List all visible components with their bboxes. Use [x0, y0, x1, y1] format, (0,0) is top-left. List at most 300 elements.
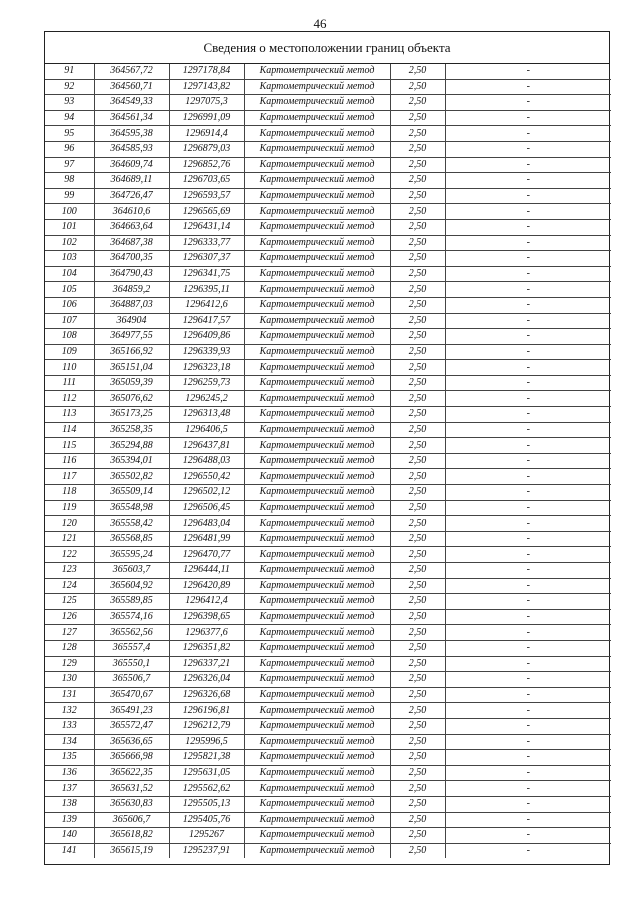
method-cell: Картометрический метод	[244, 594, 390, 610]
point-number-cell: 114	[45, 422, 94, 438]
point-number-cell: 95	[45, 126, 94, 142]
method-cell: Картометрический метод	[244, 251, 390, 267]
point-number-cell: 122	[45, 547, 94, 563]
method-cell: Картометрический метод	[244, 640, 390, 656]
point-number-cell: 115	[45, 438, 94, 454]
accuracy-cell: 2,50	[390, 110, 445, 126]
table-row	[45, 173, 611, 189]
description-cell: -	[445, 765, 611, 781]
y-coordinate-cell: 1296593,57	[169, 188, 244, 204]
point-number-cell: 126	[45, 609, 94, 625]
x-coordinate-cell: 365606,7	[94, 812, 169, 828]
table-row	[45, 297, 611, 313]
accuracy-cell: 2,50	[390, 422, 445, 438]
description-cell: -	[445, 828, 611, 844]
accuracy-cell: 2,50	[390, 672, 445, 688]
table-body	[45, 64, 611, 858]
point-number-cell: 118	[45, 485, 94, 501]
accuracy-cell: 2,50	[390, 453, 445, 469]
accuracy-cell: 2,50	[390, 594, 445, 610]
accuracy-cell: 2,50	[390, 703, 445, 719]
table-row	[45, 453, 611, 469]
description-cell: -	[445, 297, 611, 313]
accuracy-cell: 2,50	[390, 578, 445, 594]
accuracy-cell: 2,50	[390, 750, 445, 766]
table-row	[45, 251, 611, 267]
accuracy-cell: 2,50	[390, 609, 445, 625]
point-number-cell: 116	[45, 453, 94, 469]
accuracy-cell: 2,50	[390, 204, 445, 220]
point-number-cell: 97	[45, 157, 94, 173]
table-row	[45, 64, 611, 79]
y-coordinate-cell: 1296259,73	[169, 375, 244, 391]
method-cell: Картометрический метод	[244, 843, 390, 858]
y-coordinate-cell: 1296506,45	[169, 500, 244, 516]
y-coordinate-cell: 1297178,84	[169, 64, 244, 79]
description-cell: -	[445, 594, 611, 610]
point-number-cell: 112	[45, 391, 94, 407]
accuracy-cell: 2,50	[390, 391, 445, 407]
method-cell: Картометрический метод	[244, 485, 390, 501]
x-coordinate-cell: 365618,82	[94, 828, 169, 844]
y-coordinate-cell: 1296212,79	[169, 718, 244, 734]
accuracy-cell: 2,50	[390, 375, 445, 391]
description-cell: -	[445, 718, 611, 734]
description-cell: -	[445, 375, 611, 391]
table-row	[45, 235, 611, 251]
boundary-table-frame	[44, 31, 610, 865]
x-coordinate-cell: 365550,1	[94, 656, 169, 672]
x-coordinate-cell: 365394,01	[94, 453, 169, 469]
point-number-cell: 106	[45, 297, 94, 313]
x-coordinate-cell: 364700,35	[94, 251, 169, 267]
method-cell: Картометрический метод	[244, 204, 390, 220]
method-cell: Картометрический метод	[244, 438, 390, 454]
method-cell: Картометрический метод	[244, 750, 390, 766]
x-coordinate-cell: 364560,71	[94, 79, 169, 95]
point-number-cell: 105	[45, 282, 94, 298]
y-coordinate-cell: 1295821,38	[169, 750, 244, 766]
method-cell: Картометрический метод	[244, 531, 390, 547]
point-number-cell: 125	[45, 594, 94, 610]
y-coordinate-cell: 1296377,6	[169, 625, 244, 641]
accuracy-cell: 2,50	[390, 360, 445, 376]
accuracy-cell: 2,50	[390, 516, 445, 532]
description-cell: -	[445, 344, 611, 360]
x-coordinate-cell: 365666,98	[94, 750, 169, 766]
y-coordinate-cell: 1296398,65	[169, 609, 244, 625]
x-coordinate-cell: 365557,4	[94, 640, 169, 656]
table-row	[45, 329, 611, 345]
table-row	[45, 438, 611, 454]
y-coordinate-cell: 1296307,37	[169, 251, 244, 267]
description-cell: -	[445, 329, 611, 345]
table-row	[45, 734, 611, 750]
method-cell: Картометрический метод	[244, 609, 390, 625]
x-coordinate-cell: 365604,92	[94, 578, 169, 594]
table-row	[45, 407, 611, 423]
description-cell: -	[445, 656, 611, 672]
accuracy-cell: 2,50	[390, 718, 445, 734]
description-cell: -	[445, 235, 611, 251]
table-row	[45, 796, 611, 812]
table-row	[45, 219, 611, 235]
description-cell: -	[445, 282, 611, 298]
x-coordinate-cell: 365615,19	[94, 843, 169, 858]
y-coordinate-cell: 1296565,69	[169, 204, 244, 220]
x-coordinate-cell: 364567,72	[94, 64, 169, 79]
table-row	[45, 188, 611, 204]
table-title: Сведения о местоположении границ объекта	[45, 32, 609, 64]
method-cell: Картометрический метод	[244, 64, 390, 79]
accuracy-cell: 2,50	[390, 313, 445, 329]
accuracy-cell: 2,50	[390, 235, 445, 251]
method-cell: Картометрический метод	[244, 563, 390, 579]
point-number-cell: 117	[45, 469, 94, 485]
table-row	[45, 204, 611, 220]
table-row	[45, 141, 611, 157]
point-number-cell: 127	[45, 625, 94, 641]
description-cell: -	[445, 173, 611, 189]
description-cell: -	[445, 469, 611, 485]
x-coordinate-cell: 364663,64	[94, 219, 169, 235]
y-coordinate-cell: 1295562,62	[169, 781, 244, 797]
y-coordinate-cell: 1296313,48	[169, 407, 244, 423]
method-cell: Картометрический метод	[244, 141, 390, 157]
description-cell: -	[445, 843, 611, 858]
y-coordinate-cell: 1296481,99	[169, 531, 244, 547]
description-cell: -	[445, 188, 611, 204]
description-cell: -	[445, 485, 611, 501]
accuracy-cell: 2,50	[390, 687, 445, 703]
description-cell: -	[445, 750, 611, 766]
method-cell: Картометрический метод	[244, 313, 390, 329]
x-coordinate-cell: 364687,38	[94, 235, 169, 251]
method-cell: Картометрический метод	[244, 453, 390, 469]
x-coordinate-cell: 365506,7	[94, 672, 169, 688]
accuracy-cell: 2,50	[390, 438, 445, 454]
description-cell: -	[445, 796, 611, 812]
x-coordinate-cell: 364561,34	[94, 110, 169, 126]
description-cell: -	[445, 438, 611, 454]
y-coordinate-cell: 1296879,03	[169, 141, 244, 157]
x-coordinate-cell: 364790,43	[94, 266, 169, 282]
y-coordinate-cell: 1296341,75	[169, 266, 244, 282]
point-number-cell: 137	[45, 781, 94, 797]
x-coordinate-cell: 365173,25	[94, 407, 169, 423]
table-row	[45, 266, 611, 282]
method-cell: Картометрический метод	[244, 297, 390, 313]
x-coordinate-cell: 364585,93	[94, 141, 169, 157]
table-row	[45, 391, 611, 407]
y-coordinate-cell: 1296444,11	[169, 563, 244, 579]
accuracy-cell: 2,50	[390, 843, 445, 858]
x-coordinate-cell: 365470,67	[94, 687, 169, 703]
x-coordinate-cell: 364904	[94, 313, 169, 329]
method-cell: Картометрический метод	[244, 391, 390, 407]
point-number-cell: 93	[45, 95, 94, 111]
method-cell: Картометрический метод	[244, 672, 390, 688]
method-cell: Картометрический метод	[244, 360, 390, 376]
description-cell: -	[445, 781, 611, 797]
point-number-cell: 96	[45, 141, 94, 157]
description-cell: -	[445, 516, 611, 532]
y-coordinate-cell: 1296470,77	[169, 547, 244, 563]
accuracy-cell: 2,50	[390, 828, 445, 844]
point-number-cell: 133	[45, 718, 94, 734]
point-number-cell: 100	[45, 204, 94, 220]
method-cell: Картометрический метод	[244, 188, 390, 204]
accuracy-cell: 2,50	[390, 64, 445, 79]
x-coordinate-cell: 365166,92	[94, 344, 169, 360]
y-coordinate-cell: 1296991,09	[169, 110, 244, 126]
x-coordinate-cell: 365595,24	[94, 547, 169, 563]
description-cell: -	[445, 251, 611, 267]
accuracy-cell: 2,50	[390, 251, 445, 267]
x-coordinate-cell: 365574,16	[94, 609, 169, 625]
x-coordinate-cell: 365491,23	[94, 703, 169, 719]
accuracy-cell: 2,50	[390, 812, 445, 828]
point-number-cell: 131	[45, 687, 94, 703]
description-cell: -	[445, 547, 611, 563]
table-row	[45, 765, 611, 781]
y-coordinate-cell: 1296852,76	[169, 157, 244, 173]
method-cell: Картометрический метод	[244, 578, 390, 594]
point-number-cell: 110	[45, 360, 94, 376]
point-number-cell: 123	[45, 563, 94, 579]
method-cell: Картометрический метод	[244, 516, 390, 532]
description-cell: -	[445, 391, 611, 407]
point-number-cell: 107	[45, 313, 94, 329]
method-cell: Картометрический метод	[244, 126, 390, 142]
accuracy-cell: 2,50	[390, 282, 445, 298]
accuracy-cell: 2,50	[390, 344, 445, 360]
description-cell: -	[445, 126, 611, 142]
table-row	[45, 485, 611, 501]
x-coordinate-cell: 365558,42	[94, 516, 169, 532]
description-cell: -	[445, 110, 611, 126]
accuracy-cell: 2,50	[390, 329, 445, 345]
accuracy-cell: 2,50	[390, 781, 445, 797]
y-coordinate-cell: 1295505,13	[169, 796, 244, 812]
point-number-cell: 91	[45, 64, 94, 79]
table-row	[45, 516, 611, 532]
table-row	[45, 609, 611, 625]
y-coordinate-cell: 1296406,5	[169, 422, 244, 438]
y-coordinate-cell: 1296409,86	[169, 329, 244, 345]
method-cell: Картометрический метод	[244, 796, 390, 812]
y-coordinate-cell: 1296502,12	[169, 485, 244, 501]
y-coordinate-cell: 1296337,21	[169, 656, 244, 672]
table-row	[45, 750, 611, 766]
description-cell: -	[445, 531, 611, 547]
description-cell: -	[445, 157, 611, 173]
table-row	[45, 625, 611, 641]
y-coordinate-cell: 1296339,93	[169, 344, 244, 360]
point-number-cell: 119	[45, 500, 94, 516]
accuracy-cell: 2,50	[390, 469, 445, 485]
page-number: 46	[313, 16, 327, 31]
table-row	[45, 578, 611, 594]
description-cell: -	[445, 500, 611, 516]
point-number-cell: 92	[45, 79, 94, 95]
table-row	[45, 375, 611, 391]
description-cell: -	[445, 219, 611, 235]
x-coordinate-cell: 365151,04	[94, 360, 169, 376]
method-cell: Картометрический метод	[244, 235, 390, 251]
table-row	[45, 360, 611, 376]
table-row	[45, 812, 611, 828]
accuracy-cell: 2,50	[390, 219, 445, 235]
y-coordinate-cell: 1295237,91	[169, 843, 244, 858]
y-coordinate-cell: 1296323,18	[169, 360, 244, 376]
y-coordinate-cell: 1296914,4	[169, 126, 244, 142]
point-number-cell: 128	[45, 640, 94, 656]
y-coordinate-cell: 1296196,81	[169, 703, 244, 719]
method-cell: Картометрический метод	[244, 687, 390, 703]
point-number-cell: 138	[45, 796, 94, 812]
method-cell: Картометрический метод	[244, 407, 390, 423]
accuracy-cell: 2,50	[390, 157, 445, 173]
method-cell: Картометрический метод	[244, 266, 390, 282]
description-cell: -	[445, 687, 611, 703]
method-cell: Картометрический метод	[244, 500, 390, 516]
y-coordinate-cell: 1296420,89	[169, 578, 244, 594]
method-cell: Картометрический метод	[244, 79, 390, 95]
method-cell: Картометрический метод	[244, 765, 390, 781]
y-coordinate-cell: 1297075,3	[169, 95, 244, 111]
accuracy-cell: 2,50	[390, 297, 445, 313]
description-cell: -	[445, 313, 611, 329]
description-cell: -	[445, 703, 611, 719]
table-row	[45, 469, 611, 485]
table-row	[45, 640, 611, 656]
accuracy-cell: 2,50	[390, 141, 445, 157]
y-coordinate-cell: 1296412,4	[169, 594, 244, 610]
point-number-cell: 140	[45, 828, 94, 844]
y-coordinate-cell: 1296412,6	[169, 297, 244, 313]
accuracy-cell: 2,50	[390, 95, 445, 111]
table-row	[45, 500, 611, 516]
description-cell: -	[445, 360, 611, 376]
accuracy-cell: 2,50	[390, 765, 445, 781]
description-cell: -	[445, 812, 611, 828]
description-cell: -	[445, 609, 611, 625]
y-coordinate-cell: 1296417,57	[169, 313, 244, 329]
table-row	[45, 531, 611, 547]
y-coordinate-cell: 1296395,11	[169, 282, 244, 298]
method-cell: Картометрический метод	[244, 828, 390, 844]
y-coordinate-cell: 1295267	[169, 828, 244, 844]
description-cell: -	[445, 95, 611, 111]
table-row	[45, 672, 611, 688]
accuracy-cell: 2,50	[390, 531, 445, 547]
point-number-cell: 135	[45, 750, 94, 766]
method-cell: Картометрический метод	[244, 625, 390, 641]
x-coordinate-cell: 365636,65	[94, 734, 169, 750]
x-coordinate-cell: 365548,98	[94, 500, 169, 516]
boundary-points-table	[45, 64, 611, 858]
method-cell: Картометрический метод	[244, 110, 390, 126]
method-cell: Картометрический метод	[244, 656, 390, 672]
description-cell: -	[445, 204, 611, 220]
point-number-cell: 130	[45, 672, 94, 688]
x-coordinate-cell: 365502,82	[94, 469, 169, 485]
y-coordinate-cell: 1296437,81	[169, 438, 244, 454]
table-row	[45, 110, 611, 126]
point-number-cell: 113	[45, 407, 94, 423]
method-cell: Картометрический метод	[244, 422, 390, 438]
table-row	[45, 157, 611, 173]
point-number-cell: 103	[45, 251, 94, 267]
x-coordinate-cell: 365603,7	[94, 563, 169, 579]
table-row	[45, 563, 611, 579]
point-number-cell: 129	[45, 656, 94, 672]
y-coordinate-cell: 1296333,77	[169, 235, 244, 251]
table-row	[45, 126, 611, 142]
description-cell: -	[445, 672, 611, 688]
method-cell: Картометрический метод	[244, 703, 390, 719]
method-cell: Картометрический метод	[244, 547, 390, 563]
y-coordinate-cell: 1296326,04	[169, 672, 244, 688]
accuracy-cell: 2,50	[390, 266, 445, 282]
description-cell: -	[445, 422, 611, 438]
table-row	[45, 718, 611, 734]
method-cell: Картометрический метод	[244, 375, 390, 391]
method-cell: Картометрический метод	[244, 329, 390, 345]
point-number-cell: 98	[45, 173, 94, 189]
accuracy-cell: 2,50	[390, 734, 445, 750]
accuracy-cell: 2,50	[390, 126, 445, 142]
accuracy-cell: 2,50	[390, 640, 445, 656]
table-row	[45, 422, 611, 438]
table-row	[45, 547, 611, 563]
point-number-cell: 102	[45, 235, 94, 251]
accuracy-cell: 2,50	[390, 173, 445, 189]
method-cell: Картометрический метод	[244, 95, 390, 111]
x-coordinate-cell: 364887,03	[94, 297, 169, 313]
point-number-cell: 104	[45, 266, 94, 282]
y-coordinate-cell: 1295405,76	[169, 812, 244, 828]
table-row	[45, 594, 611, 610]
point-number-cell: 111	[45, 375, 94, 391]
description-cell: -	[445, 563, 611, 579]
accuracy-cell: 2,50	[390, 796, 445, 812]
x-coordinate-cell: 365589,85	[94, 594, 169, 610]
x-coordinate-cell: 365631,52	[94, 781, 169, 797]
method-cell: Картометрический метод	[244, 282, 390, 298]
y-coordinate-cell: 1295631,05	[169, 765, 244, 781]
point-number-cell: 108	[45, 329, 94, 345]
table-row	[45, 781, 611, 797]
accuracy-cell: 2,50	[390, 656, 445, 672]
table-row	[45, 687, 611, 703]
y-coordinate-cell: 1296550,42	[169, 469, 244, 485]
method-cell: Картометрический метод	[244, 157, 390, 173]
description-cell: -	[445, 64, 611, 79]
method-cell: Картометрический метод	[244, 812, 390, 828]
x-coordinate-cell: 364689,11	[94, 173, 169, 189]
point-number-cell: 109	[45, 344, 94, 360]
x-coordinate-cell: 365622,35	[94, 765, 169, 781]
description-cell: -	[445, 79, 611, 95]
table-row	[45, 282, 611, 298]
accuracy-cell: 2,50	[390, 500, 445, 516]
accuracy-cell: 2,50	[390, 563, 445, 579]
point-number-cell: 134	[45, 734, 94, 750]
table-row	[45, 95, 611, 111]
x-coordinate-cell: 364609,74	[94, 157, 169, 173]
